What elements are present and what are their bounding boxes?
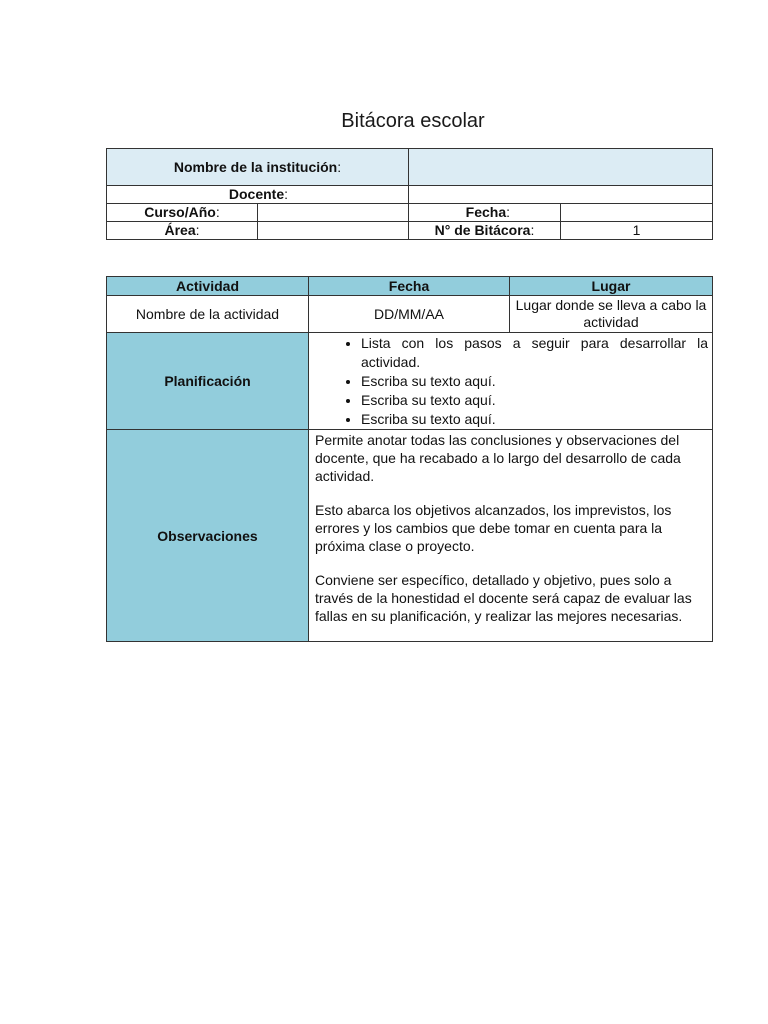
area-bitacora-row <box>107 222 713 240</box>
docente-value-field[interactable] <box>409 186 713 204</box>
curso-fecha-row <box>107 204 713 222</box>
fecha-label-cell: Fecha: <box>409 204 561 222</box>
docente-label-cell: Docente: <box>107 186 409 204</box>
activity-header-row <box>107 277 713 296</box>
column-header-fecha: Fecha <box>309 277 510 296</box>
planificacion-row <box>107 333 713 430</box>
planificacion-content[interactable] <box>309 333 713 430</box>
institution-value-field[interactable] <box>409 149 713 186</box>
planificacion-item: • Escriba su texto aquí. <box>361 372 708 391</box>
bitacora-number[interactable]: 1 <box>561 222 713 240</box>
planificacion-item: • Escriba su texto aquí. <box>361 410 708 429</box>
planificacion-label: Planificación <box>107 333 309 430</box>
area-label: Área <box>164 222 196 238</box>
bitacora-label: N° de Bitácora <box>434 222 531 238</box>
curso-label-cell: Curso/Año: <box>107 204 258 222</box>
docente-label: Docente <box>228 186 285 202</box>
observaciones-label: Observaciones <box>107 430 309 642</box>
observaciones-paragraph: Esto abarca los objetivos alcanzados, los imprevistos, los errores y los cambios que debe tomar en cuenta para la próxima clase o proyecto. <box>315 502 672 554</box>
area-value-field[interactable] <box>258 222 409 240</box>
fecha-value[interactable]: DD/MM/AA <box>309 296 510 333</box>
lugar-value[interactable]: Lugar donde se lleva a cabo la actividad <box>510 296 713 333</box>
area-label-cell: Área: <box>107 222 258 240</box>
institution-label-cell: Nombre de la institución: <box>107 149 409 186</box>
actividad-value[interactable]: Nombre de la actividad <box>107 296 309 333</box>
institution-row <box>107 149 713 186</box>
institution-label: Nombre de la institución <box>173 159 338 175</box>
docente-row <box>107 186 713 204</box>
curso-label: Curso/Año <box>144 204 216 220</box>
planificacion-item: • Escriba su texto aquí. <box>361 391 708 410</box>
column-header-lugar: Lugar <box>510 277 713 296</box>
bitacora-label-cell: N° de Bitácora: <box>409 222 561 240</box>
curso-value-field[interactable] <box>258 204 409 222</box>
fecha-value-field[interactable] <box>561 204 713 222</box>
document-title: Bitácora escolar <box>341 110 485 132</box>
fecha-label: Fecha <box>465 204 507 220</box>
planificacion-list <box>309 334 708 429</box>
header-table <box>106 148 713 240</box>
activity-table <box>106 276 713 642</box>
observaciones-paragraph: Conviene ser específico, detallado y objetivo, pues solo a través de la honestidad el docente será capaz de evaluar las fallas en su planificación, y realizar las mejores necesarias. <box>315 572 692 624</box>
planificacion-item: • Lista con los pasos a seguir para desarrollar la actividad. <box>361 334 708 372</box>
observaciones-paragraph: Permite anotar todas las conclusiones y observaciones del docente, que ha recabado a lo largo del desarrollo de cada actividad. <box>315 432 681 484</box>
activity-values-row <box>107 296 713 333</box>
observaciones-row <box>107 430 713 642</box>
column-header-actividad: Actividad <box>107 277 309 296</box>
observaciones-content[interactable] <box>309 430 713 642</box>
